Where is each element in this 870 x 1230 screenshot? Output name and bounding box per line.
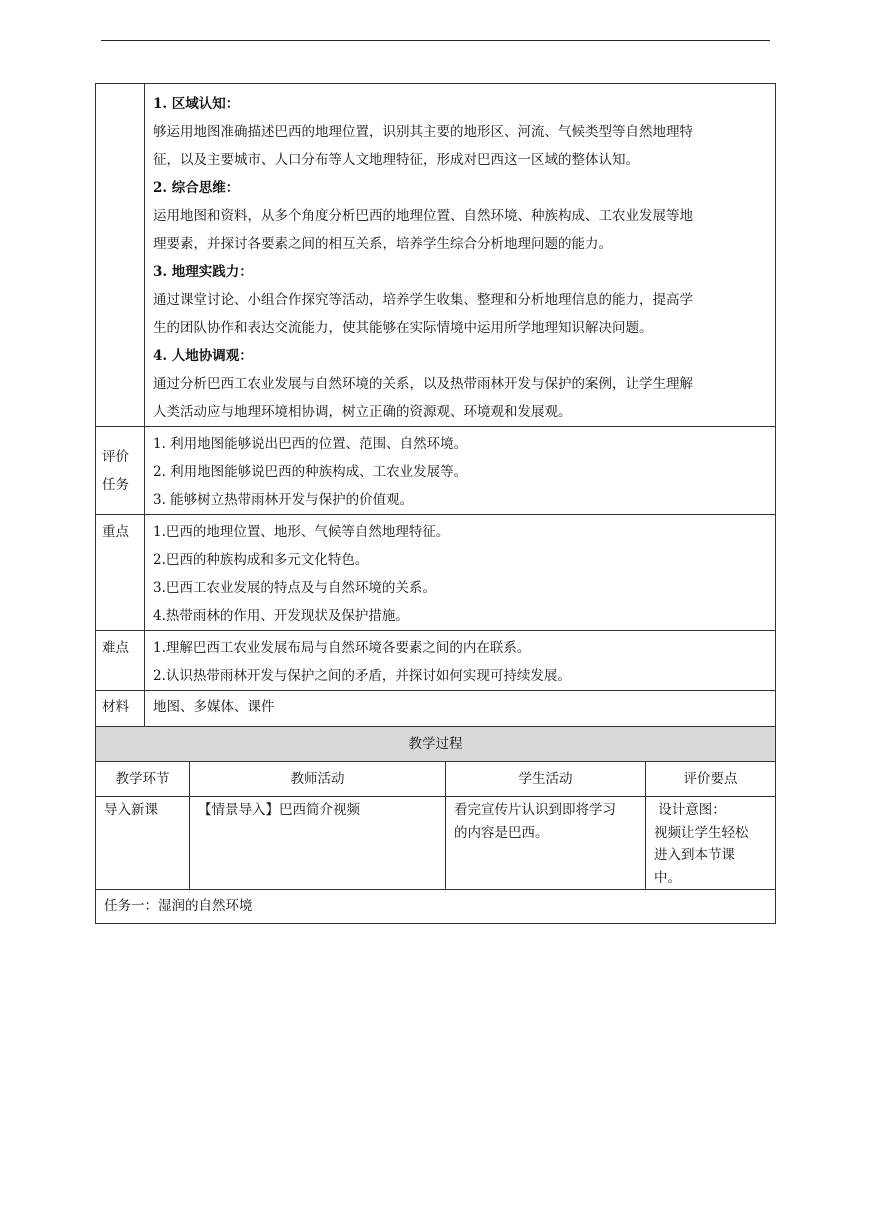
lesson-plan-table (95, 83, 776, 750)
task-row (96, 890, 776, 924)
objective-text: 通过分析巴西工农业发展与自然环境的关系，以及热带雨林开发与保护的案例，让学生理解 (153, 376, 693, 392)
objective-text: 生的团队协作和表达交流能力，使其能够在实际情境中运用所学地理知识解决问题。 (153, 320, 653, 336)
evaluation-point-line: 视频让学生轻松 (654, 824, 749, 841)
process-title-row (96, 727, 776, 762)
objectives-row (96, 84, 776, 427)
evaluation-row (96, 427, 776, 515)
difficulties-label: 难点 (96, 631, 145, 691)
objective-text: 够运用地图准确描述巴西的地理位置，识别其主要的地形区、河流、气候类型等自然地理特 (153, 124, 693, 140)
objective-text: 通过课堂讨论、小组合作探究等活动，培养学生收集、整理和分析地理信息的能力，提高学 (153, 292, 693, 308)
difficulties-content (145, 631, 776, 691)
column-header: 教学环节 (96, 762, 190, 797)
objective-text: 人类活动应与地理环境相协调，树立正确的资源观、环境观和发展观。 (153, 404, 572, 420)
process-header-row (96, 762, 776, 797)
objective-text: 征，以及主要城市、人口分布等人文地理特征，形成对巴西这一区域的整体认知。 (153, 152, 639, 168)
student-activity-cell (446, 797, 646, 890)
evaluation-point-line: 设计意图： (654, 802, 726, 818)
evaluation-label-line: 任务 (102, 477, 129, 493)
key-point-item: 4.热带雨林的作用、开发现状及保护措施。 (153, 608, 409, 624)
objective-heading: 3. 地理实践力： (153, 264, 253, 280)
objective-heading: 2. 综合思维： (153, 180, 240, 196)
objective-text: 运用地图和资料，从多个角度分析巴西的地理位置、自然环境、种族构成、工农业发展等地 (153, 208, 693, 224)
column-header: 学生活动 (446, 762, 646, 797)
key-points-label: 重点 (96, 515, 145, 631)
objectives-content (145, 84, 776, 427)
objective-heading: 1. 区域认知： (153, 96, 240, 112)
evaluation-point-cell (646, 797, 776, 890)
evaluation-point-line: 进入到本节课 (654, 847, 735, 863)
stage-cell: 导入新课 (96, 797, 190, 890)
materials-label-line: 材料 (102, 699, 129, 715)
objective-text: 理要素，并探讨各要素之间的相互关系，培养学生综合分析地理问题的能力。 (153, 236, 612, 252)
process-table (95, 726, 776, 924)
student-activity-line: 的内容是巴西。 (454, 824, 549, 841)
process-title: 教学过程 (96, 727, 776, 762)
key-point-item: 1.巴西的地理位置、地形、气候等自然地理特征。 (153, 524, 450, 540)
teacher-activity-cell: 【情景导入】巴西简介视频 (190, 797, 446, 890)
objective-heading: 4. 人地协调观： (153, 348, 253, 364)
materials-value: 地图、多媒体、课件 (153, 699, 275, 715)
key-points-content (145, 515, 776, 631)
objectives-label (96, 84, 145, 427)
key-point-item: 3.巴西工农业发展的特点及与自然环境的关系。 (153, 580, 436, 596)
evaluation-label-line: 评价 (102, 449, 129, 465)
evaluation-item: 1. 利用地图能够说出巴西的位置、范围、自然环境。 (153, 436, 468, 452)
evaluation-label (96, 427, 145, 515)
evaluation-item: 2. 利用地图能够说巴西的种族构成、工农业发展等。 (153, 464, 468, 480)
evaluation-point-line: 中。 (654, 869, 681, 886)
student-activity-line: 看完宣传片认识到即将学习 (454, 802, 616, 818)
table-row (96, 797, 776, 890)
task-title: 任务一：湿润的自然环境 (96, 890, 776, 924)
difficulty-item: 2.认识热带雨林开发与保护之间的矛盾，并探讨如何实现可持续发展。 (153, 668, 571, 684)
column-header: 教师活动 (190, 762, 446, 797)
key-points-row (96, 515, 776, 631)
key-point-item: 2.巴西的种族构成和多元文化特色。 (153, 552, 369, 568)
column-header: 评价要点 (646, 762, 776, 797)
difficulties-row (96, 631, 776, 691)
header-rule (101, 40, 770, 41)
evaluation-content (145, 427, 776, 515)
difficulty-item: 1.理解巴西工农业发展布局与自然环境各要素之间的内在联系。 (153, 640, 531, 656)
evaluation-item: 3. 能够树立热带雨林开发与保护的价值观。 (153, 492, 414, 508)
